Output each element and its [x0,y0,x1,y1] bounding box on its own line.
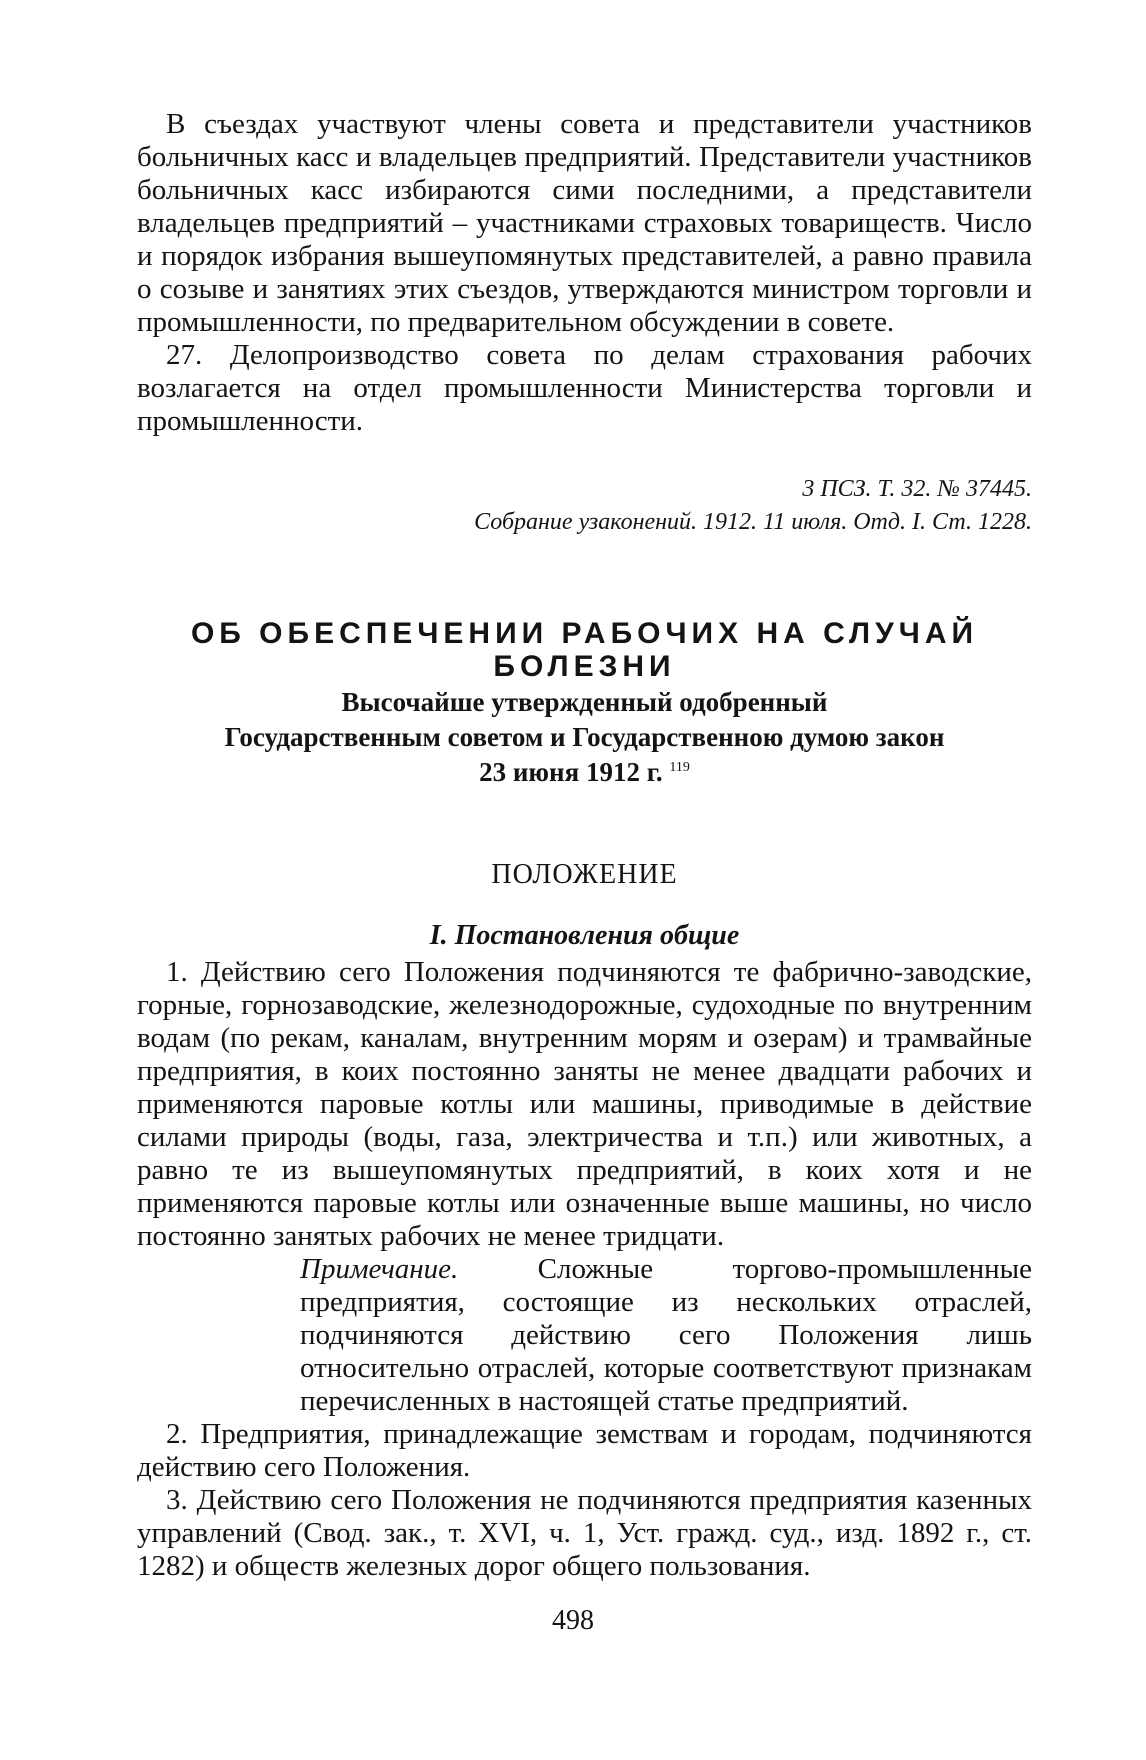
section-heading: ПОЛОЖЕНИЕ [491,859,678,890]
article-2: 2. Предприятия, принадлежащие земствам и городам, подчиняются действию сего Положения. [137,1418,1032,1483]
source-line-1: 3 ПСЗ. Т. 32. № 37445. [802,476,1032,502]
source-citation [137,473,1032,539]
subtitle-line-1: Высочайше утвержденный одобренный [341,687,828,717]
page-number: 498 [552,1605,594,1636]
intro-paragraph: В съездах участвуют члены совета и представители участников больничных касс и владельцев предприятий. Представители участников больничных касс избираются сими последними, а представители владельцев предприятий – участниками страховых товариществ. Число и порядок избрания вышеупомянутых представителей, а равно правила о созыве и занятиях этих съездов, утверждаются министром торговли и промышленности, по предварительном обсуждении в совете. [137,108,1032,338]
source-line-2: Собрание узаконений. 1912. 11 июля. Отд. I. Ст. 1228. [474,509,1032,535]
chapter-heading: I. Постановления общие [429,920,740,951]
law-title: ОБ ОБЕСПЕЧЕНИИ РАБОЧИХ НА СЛУЧАЙ БОЛЕЗНИ [190,617,979,683]
subtitle-line-3: 23 июня 1912 г. [479,757,663,787]
article-1-note [300,1253,1032,1418]
footnote-reference: 119 [669,760,690,775]
article-1: 1. Действию сего Положения подчиняются те фабрично-заводские, горные, горнозаводские, железнодорожные, судоходные по внутренним водам (по рекам, каналам, внутренним морям и озерам) и трамвайные предприятия, в коих постоянно заняты не менее двадцати рабочих и применяются паровые котлы или машины, приводимые в действие силами природы (воды, газа, электричества и т.п.) или животных, а равно те из вышеупомянутых предприятий, в коих хотя и не применяются паровые котлы или означенные выше машины, но число постоянно занятых рабочих не менее тридцати. [137,956,1032,1252]
article-3: 3. Действию сего Положения не подчиняются предприятия казенных управлений (Свод. зак., т. XVI, ч. 1, Уст. гражд. суд., изд. 1892 г., ст. 1282) и обществ железных дорог общего пользования. [137,1484,1032,1582]
note-text: Сложные торгово-промышленные предприятия, состоящие из нескольких отраслей, подчиняются действию сего Положения лишь относительно отраслей, которые соответствуют признакам перечисленных в настоящей статье предприятий. [300,1253,1032,1417]
document-page [137,108,1032,1583]
subtitle-line-2: Государственным советом и Государственною думою закон [224,722,945,752]
note-label: Примечание. [300,1253,459,1285]
article-27: 27. Делопроизводство совета по делам страхования рабочих возлагается на отдел промышленности Министерства торговли и промышленности. [137,339,1032,437]
law-subtitle [137,685,1032,790]
